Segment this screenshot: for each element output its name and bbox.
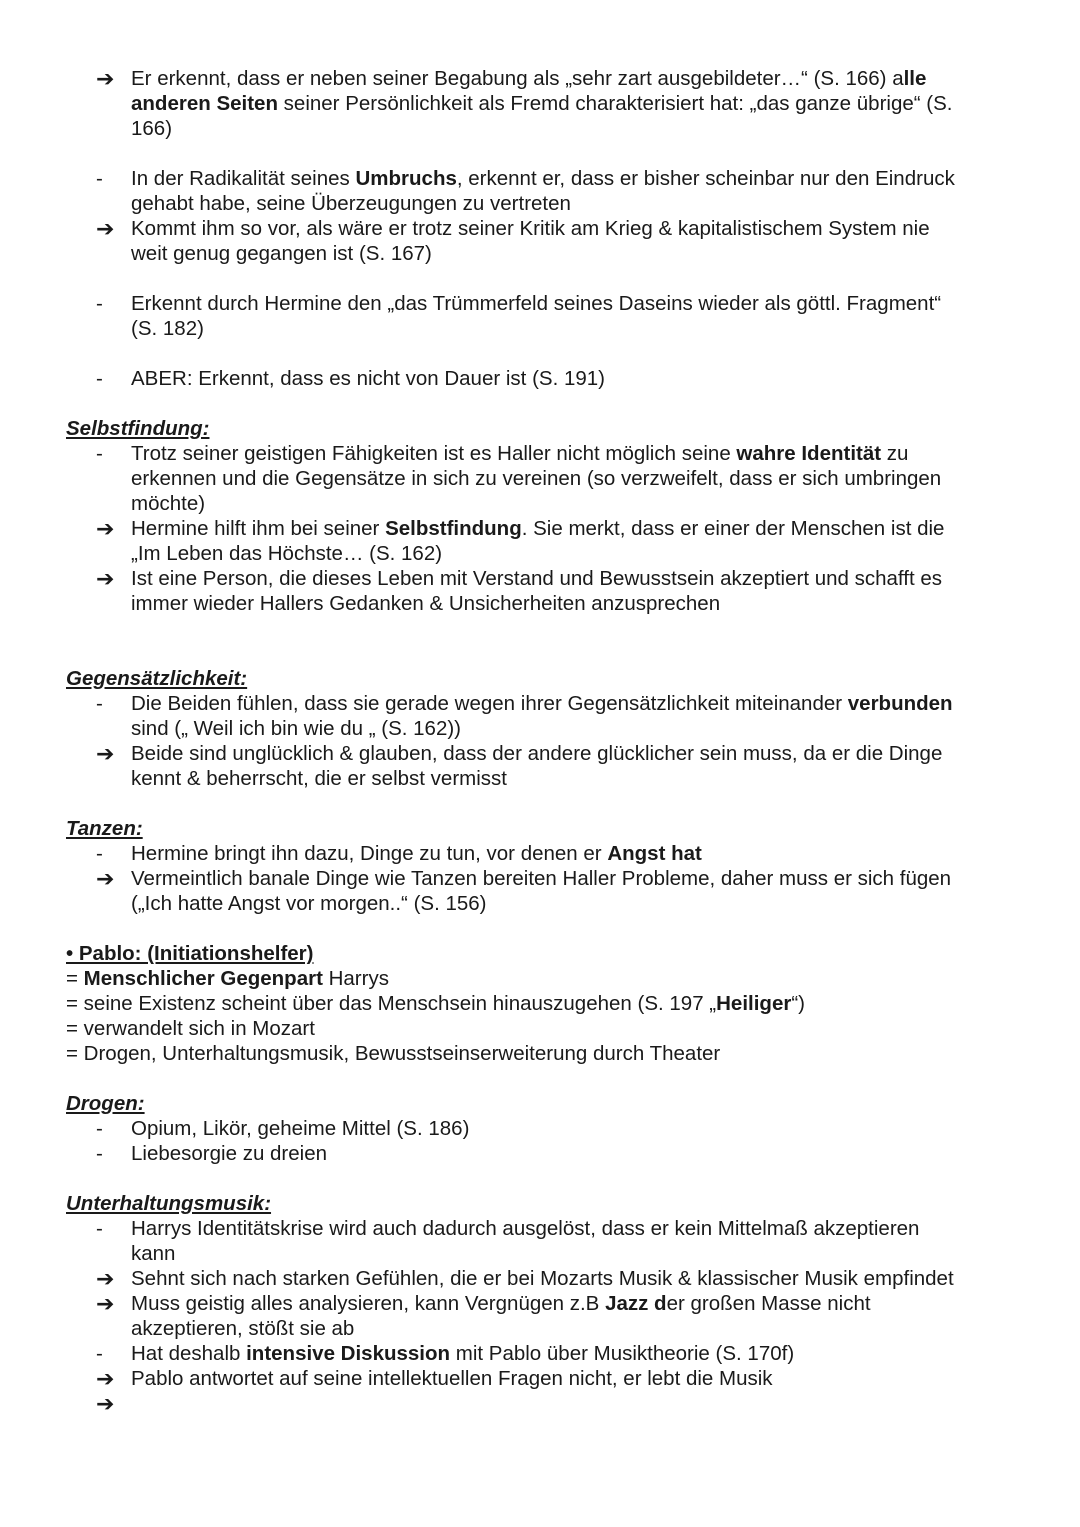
dash-bullet: - — [96, 167, 103, 190]
dash-bullet: - — [96, 1142, 103, 1165]
arrow-icon: ➔ — [96, 216, 115, 241]
dash-bullet: - — [96, 692, 103, 715]
dash-bullet: - — [96, 442, 103, 465]
document-page: ➔ Er erkennt, dass er neben seiner Begabung als „sehr zart ausgebildeter…“ (S. 166) alle anderen Seiten seiner Persönlichkeit als Fremd charakterisiert hat: „das ganze übrige“ (S. 166) - In der Radikalität seines Umbruchs, erkennt er, dass er bisher scheinbar nur den Eindruck gehabt habe, seine Überzeugungen zu vertreten ➔ Kommt ihm so vor, als wäre er trotz seiner Kritik am Krieg & kapitalistischem System nie weit genug gegangen ist (S. 167) - Erkennt durch Hermine den „das Trümmerfeld seines Daseins wieder als göttl. Fragment“ (S. 182) - ABER: Erkennt, dass es nicht von Dauer ist (S. 191) Selbstfindung: - Trotz seiner geistigen Fähigkeiten ist es Haller nicht möglich seine wahre Identität zu erkennen und die Gegensätze in sich zu vereinen (so verzweifelt, dass er sich umbringen möchte) ➔ Hermine hilft ihm bei seiner Selbstfindung. Sie merkt, dass er einer der Menschen ist die „Im Leben das Höchste… (S. 162) ➔ Ist eine Person, die dieses Leben mit Verstand und Bewusstsein akzeptiert und schafft es immer wieder Hallers Gedanken & Unsicherheiten anzusprechen Gegensätzlichkeit: - Die Beiden fühlen, dass sie gerade wegen ihrer Gegensätzlichkeit miteinander verbunden sind („ Weil ich bin wie du „ (S. 162)) ➔ Beide sind unglücklich & glauben, dass der andere glücklicher sein muss, da er die Dinge kennt & beherrscht, die er selbst vermisst Tanzen: - Hermine bringt ihn dazu, Dinge zu tun, vor denen er Angst hat ➔ Vermeintlich banale Dinge wie Tanzen bereiten Haller Probleme, daher muss er sich fügen („Ich hatte Angst vor morgen..“ (S. 156) • Pablo: (Initiationshelfer) = Menschlicher Gegenpart Harrys = seine Existenz scheint über das Menschsein hinauszugehen (S. 197 „Heiliger“) = verwandelt sich in Mozart = Drogen, Unterhaltungsmusik, Bewusstseinserweiterung durch Theater Drogen: - Opium, Likör, geheime Mittel (S. 186) - Liebesorgie zu dreien Unterhaltungsmusik: - Harrys Identitätskrise wird auch dadurch ausgelöst, dass er kein Mittelmaß akzeptieren kann ➔ Sehnt sich nach starken Gefühlen, die er bei Mozarts Musik & klassischer Musik empfindet ➔ Muss geistig alles analysieren, kann Vergnügen z.B Jazz der großen Masse nicht akzeptieren, stößt sie ab - Hat deshalb intensive Diskussion mit Pablo über Musiktheorie (S. 170f) ➔ Pablo antwortet auf seine intellektuellen Fragen nicht, er lebt die Musik ➔ — [66, 66, 955, 1416]
dash-bullet: - — [96, 292, 103, 315]
arrow-icon: ➔ — [96, 866, 115, 891]
arrow-icon: ➔ — [96, 741, 115, 766]
arrow-icon: ➔ — [96, 1266, 115, 1291]
arrow-icon: ➔ — [96, 1391, 115, 1416]
arrow-icon: ➔ — [96, 1291, 115, 1316]
arrow-icon: ➔ — [96, 1366, 115, 1391]
arrow-icon: ➔ — [96, 66, 115, 91]
arrow-icon: ➔ — [96, 566, 115, 591]
arrow-icon: ➔ — [96, 516, 115, 541]
dash-bullet: - — [96, 1117, 103, 1140]
dash-bullet: - — [96, 367, 103, 390]
dash-bullet: - — [96, 842, 103, 865]
dash-bullet: - — [96, 1342, 103, 1365]
dash-bullet: - — [96, 1217, 103, 1240]
